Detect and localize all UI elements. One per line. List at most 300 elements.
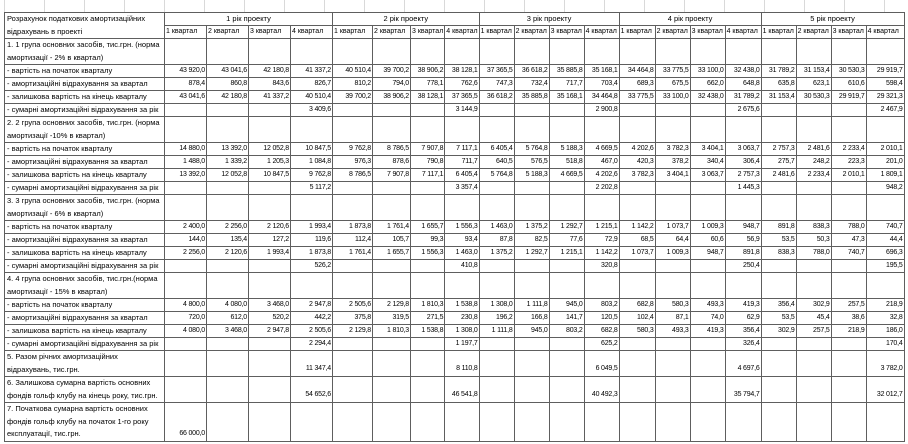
value-cell: 144,0 (165, 234, 207, 247)
empty-cell (479, 273, 514, 299)
value-cell: 1 655,7 (373, 247, 411, 260)
value-cell (796, 403, 831, 442)
row-label: - залишкова вартість на кінець кварталу (5, 325, 165, 338)
value-cell: 60,6 (690, 234, 725, 247)
section-title-row (5, 39, 905, 65)
value-cell: 1 488,0 (165, 156, 207, 169)
empty-cell (291, 117, 333, 143)
value-cell: 7 117,1 (445, 143, 479, 156)
value-cell: 46 541,8 (445, 377, 479, 403)
value-cell: 34 464,8 (619, 65, 655, 78)
value-cell: 1 009,3 (655, 247, 690, 260)
value-cell: 948,7 (690, 247, 725, 260)
value-cell (207, 403, 249, 442)
empty-cell (725, 39, 761, 65)
row-label: - сумарні амортизаційні відрахування за рік (5, 338, 165, 351)
value-cell: 4 080,0 (207, 299, 249, 312)
empty-cell (619, 273, 655, 299)
value-cell: 2 947,8 (291, 299, 333, 312)
value-cell: 1 810,3 (411, 299, 445, 312)
value-cell: 740,7 (866, 221, 904, 234)
section-title-row (5, 117, 905, 143)
empty-cell (514, 273, 549, 299)
empty-cell (207, 117, 249, 143)
value-cell: 1 215,1 (584, 221, 619, 234)
value-cell: 790,8 (411, 156, 445, 169)
value-cell: 1 375,2 (479, 247, 514, 260)
empty-cell (690, 39, 725, 65)
value-cell: 302,9 (796, 299, 831, 312)
value-cell: 2 010,1 (831, 169, 866, 182)
value-cell (333, 351, 373, 377)
empty-cell (479, 117, 514, 143)
value-cell: 3 357,4 (445, 182, 479, 195)
value-cell: 2 467,9 (866, 104, 904, 117)
value-cell: 803,2 (584, 299, 619, 312)
value-cell: 945,0 (514, 325, 549, 338)
value-cell: 891,8 (761, 221, 796, 234)
value-cell: 33 775,5 (619, 91, 655, 104)
quarter-header: 4 квартал (445, 26, 479, 39)
empty-cell (333, 39, 373, 65)
value-cell: 7 907,8 (411, 143, 445, 156)
value-cell: 39 700,2 (373, 65, 411, 78)
empty-cell (796, 117, 831, 143)
empty-cell (655, 39, 690, 65)
value-cell: 223,3 (831, 156, 866, 169)
empty-cell (584, 195, 619, 221)
value-cell: 1 556,3 (445, 221, 479, 234)
empty-cell (725, 273, 761, 299)
value-cell (619, 351, 655, 377)
value-cell (655, 338, 690, 351)
value-cell: 7 907,8 (373, 169, 411, 182)
empty-cell (249, 39, 291, 65)
value-cell (165, 351, 207, 377)
value-cell: 598,4 (866, 78, 904, 91)
value-cell: 703,4 (584, 78, 619, 91)
value-cell (796, 104, 831, 117)
value-cell: 218,9 (831, 325, 866, 338)
table-row (5, 247, 905, 260)
quarter-header: 2 квартал (373, 26, 411, 39)
value-cell (207, 260, 249, 273)
value-cell (831, 403, 866, 442)
table-row (5, 169, 905, 182)
value-cell (690, 403, 725, 442)
empty-cell (690, 195, 725, 221)
table-row (5, 260, 905, 273)
value-cell: 948,2 (866, 182, 904, 195)
empty-cell (479, 39, 514, 65)
value-cell: 410,8 (445, 260, 479, 273)
quarter-header: 2 квартал (207, 26, 249, 39)
value-cell (207, 338, 249, 351)
year-header: 3 рік проекту (479, 13, 619, 26)
section-title: 2. 2 група основних засобів, тис.грн. (норма амортизації -10% в квартал) (5, 117, 165, 143)
value-cell: 1 538,8 (445, 299, 479, 312)
value-cell: 33 775,5 (655, 65, 690, 78)
empty-cell (655, 195, 690, 221)
value-cell: 119,6 (291, 234, 333, 247)
value-cell (514, 338, 549, 351)
empty-cell (549, 39, 584, 65)
quarter-header: 4 квартал (291, 26, 333, 39)
value-cell: 230,8 (445, 312, 479, 325)
value-cell: 64,4 (655, 234, 690, 247)
empty-cell (831, 39, 866, 65)
row-label: - амортизаційні відрахування за квартал (5, 234, 165, 247)
quarter-header: 4 квартал (866, 26, 904, 39)
value-cell: 1 073,7 (655, 221, 690, 234)
value-cell: 662,0 (690, 78, 725, 91)
value-cell: 711,7 (445, 156, 479, 169)
value-cell: 68,5 (619, 234, 655, 247)
value-cell: 3 468,0 (207, 325, 249, 338)
value-cell: 45,4 (796, 312, 831, 325)
value-cell: 3 404,1 (655, 169, 690, 182)
value-cell (333, 403, 373, 442)
value-cell: 13 392,0 (165, 169, 207, 182)
value-cell (249, 182, 291, 195)
value-cell (514, 260, 549, 273)
value-cell (207, 377, 249, 403)
value-cell: 33 100,0 (655, 91, 690, 104)
value-cell: 2 947,8 (249, 325, 291, 338)
value-cell: 1 761,4 (373, 221, 411, 234)
value-cell: 1 009,3 (690, 221, 725, 234)
value-cell (165, 338, 207, 351)
value-cell: 12 052,8 (249, 143, 291, 156)
value-cell (165, 182, 207, 195)
value-cell: 5 764,8 (479, 169, 514, 182)
empty-cell (690, 117, 725, 143)
value-cell: 2 294,4 (291, 338, 333, 351)
table-row (5, 377, 905, 403)
value-cell (690, 351, 725, 377)
section-title: 1. 1 група основних засобів, тис.грн. (норма амортизації - 2% в квартал) (5, 39, 165, 65)
value-cell (514, 403, 549, 442)
value-cell: 4 669,5 (549, 169, 584, 182)
empty-cell (514, 117, 549, 143)
value-cell: 6 049,5 (584, 351, 619, 377)
value-cell: 419,3 (725, 299, 761, 312)
value-cell: 32 438,0 (725, 65, 761, 78)
value-cell: 788,0 (796, 247, 831, 260)
empty-cell (445, 39, 479, 65)
value-cell: 40 510,4 (333, 65, 373, 78)
value-cell: 4 202,6 (619, 143, 655, 156)
empty-cell (514, 195, 549, 221)
value-cell: 518,8 (549, 156, 584, 169)
value-cell (549, 182, 584, 195)
value-cell: 38 906,2 (411, 65, 445, 78)
value-cell: 493,3 (690, 299, 725, 312)
value-cell: 878,6 (373, 156, 411, 169)
value-cell: 42 180,8 (249, 65, 291, 78)
value-cell: 102,4 (619, 312, 655, 325)
value-cell: 1 463,0 (445, 247, 479, 260)
value-cell: 442,2 (291, 312, 333, 325)
value-cell: 1 873,8 (333, 221, 373, 234)
value-cell (831, 182, 866, 195)
value-cell: 2 256,0 (165, 247, 207, 260)
value-cell: 1 111,8 (514, 299, 549, 312)
table-row (5, 91, 905, 104)
value-cell: 2 120,6 (207, 247, 249, 260)
empty-cell (411, 117, 445, 143)
value-cell: 580,3 (619, 325, 655, 338)
value-cell: 6 405,4 (479, 143, 514, 156)
value-cell (725, 403, 761, 442)
value-cell: 6 405,4 (445, 169, 479, 182)
value-cell: 520,2 (249, 312, 291, 325)
value-cell: 42 180,8 (207, 91, 249, 104)
value-cell: 32 012,7 (866, 377, 904, 403)
value-cell: 87,1 (655, 312, 690, 325)
table-row (5, 299, 905, 312)
value-cell: 4 080,0 (165, 325, 207, 338)
value-cell: 11 347,4 (291, 351, 333, 377)
value-cell: 1 205,3 (249, 156, 291, 169)
value-cell (761, 104, 796, 117)
value-cell (249, 338, 291, 351)
table-row (5, 325, 905, 338)
value-cell (619, 182, 655, 195)
depreciation-table (4, 12, 905, 442)
value-cell: 843,6 (249, 78, 291, 91)
empty-cell (411, 195, 445, 221)
value-cell: 10 847,5 (249, 169, 291, 182)
value-cell: 1 993,4 (249, 247, 291, 260)
value-cell: 576,5 (514, 156, 549, 169)
row-label: - вартість на початок кварталу (5, 299, 165, 312)
value-cell (514, 104, 549, 117)
quarter-header: 2 квартал (514, 26, 549, 39)
value-cell: 127,2 (249, 234, 291, 247)
empty-cell (831, 117, 866, 143)
value-cell: 105,7 (373, 234, 411, 247)
value-cell: 201,0 (866, 156, 904, 169)
table-body (5, 39, 905, 442)
table-row (5, 221, 905, 234)
value-cell (761, 351, 796, 377)
value-cell: 271,5 (411, 312, 445, 325)
empty-cell (619, 195, 655, 221)
value-cell: 612,0 (207, 312, 249, 325)
header-row-years (5, 13, 905, 26)
value-cell: 4 697,6 (725, 351, 761, 377)
value-cell (479, 351, 514, 377)
value-cell: 778,1 (411, 78, 445, 91)
value-cell: 31 153,4 (761, 91, 796, 104)
value-cell: 810,2 (333, 78, 373, 91)
value-cell: 640,5 (479, 156, 514, 169)
empty-cell (584, 273, 619, 299)
value-cell (549, 403, 584, 442)
empty-cell (165, 39, 207, 65)
value-cell: 2 400,0 (165, 221, 207, 234)
empty-cell (411, 39, 445, 65)
value-cell (514, 351, 549, 377)
value-cell: 302,9 (761, 325, 796, 338)
value-cell: 356,4 (725, 325, 761, 338)
empty-cell (690, 273, 725, 299)
value-cell (761, 338, 796, 351)
value-cell (291, 403, 333, 442)
value-cell (619, 104, 655, 117)
value-cell: 675,5 (655, 78, 690, 91)
value-cell: 635,8 (761, 78, 796, 91)
quarter-header: 4 квартал (584, 26, 619, 39)
value-cell: 319,5 (373, 312, 411, 325)
value-cell: 1 084,8 (291, 156, 333, 169)
row-label: 5. Разом річних амортизаційних відрахувань, тис.грн. (5, 351, 165, 377)
value-cell: 112,4 (333, 234, 373, 247)
value-cell: 29 919,7 (831, 91, 866, 104)
empty-cell (291, 39, 333, 65)
value-cell: 1 292,7 (514, 247, 549, 260)
empty-cell (207, 273, 249, 299)
value-cell: 5 117,2 (291, 182, 333, 195)
value-cell: 2 675,6 (725, 104, 761, 117)
empty-cell (619, 117, 655, 143)
value-cell (373, 260, 411, 273)
value-cell (165, 260, 207, 273)
value-cell: 1 292,7 (549, 221, 584, 234)
quarter-header: 4 квартал (725, 26, 761, 39)
value-cell: 838,3 (796, 221, 831, 234)
row-label: - вартість на початок кварталу (5, 65, 165, 78)
value-cell (207, 104, 249, 117)
value-cell (584, 403, 619, 442)
value-cell: 36 618,2 (479, 91, 514, 104)
value-cell: 56,9 (725, 234, 761, 247)
empty-cell (549, 117, 584, 143)
value-cell: 30 530,3 (831, 65, 866, 78)
value-cell: 250,4 (725, 260, 761, 273)
value-cell: 3 782,3 (619, 169, 655, 182)
quarter-header: 2 квартал (655, 26, 690, 39)
empty-cell (445, 117, 479, 143)
value-cell (619, 377, 655, 403)
value-cell (373, 351, 411, 377)
quarter-header: 3 квартал (549, 26, 584, 39)
quarter-header: 1 квартал (333, 26, 373, 39)
value-cell: 2 233,4 (831, 143, 866, 156)
value-cell: 696,3 (866, 247, 904, 260)
value-cell: 2 120,6 (249, 221, 291, 234)
value-cell (333, 260, 373, 273)
value-cell: 82,5 (514, 234, 549, 247)
table-row (5, 312, 905, 325)
value-cell: 1 073,7 (619, 247, 655, 260)
value-cell: 860,8 (207, 78, 249, 91)
value-cell: 32,8 (866, 312, 904, 325)
value-cell (690, 338, 725, 351)
value-cell: 610,6 (831, 78, 866, 91)
value-cell: 580,3 (655, 299, 690, 312)
value-cell: 3 782,3 (655, 143, 690, 156)
value-cell (479, 403, 514, 442)
value-cell: 257,5 (796, 325, 831, 338)
value-cell: 1 375,2 (514, 221, 549, 234)
value-cell: 717,7 (549, 78, 584, 91)
empty-cell (249, 195, 291, 221)
value-cell (207, 182, 249, 195)
empty-cell (207, 39, 249, 65)
value-cell: 40 510,4 (291, 91, 333, 104)
value-cell: 2 757,3 (725, 169, 761, 182)
table-row (5, 65, 905, 78)
value-cell: 62,9 (725, 312, 761, 325)
value-cell: 1 142,2 (619, 221, 655, 234)
year-header: 2 рік проекту (333, 13, 480, 26)
value-cell: 682,8 (619, 299, 655, 312)
value-cell: 2 256,0 (207, 221, 249, 234)
value-cell (333, 377, 373, 403)
value-cell: 87,8 (479, 234, 514, 247)
value-cell (761, 182, 796, 195)
value-cell: 467,0 (584, 156, 619, 169)
value-cell: 682,8 (584, 325, 619, 338)
value-cell: 740,7 (831, 247, 866, 260)
value-cell (655, 403, 690, 442)
value-cell (619, 403, 655, 442)
empty-cell (761, 273, 796, 299)
value-cell: 1 556,3 (411, 247, 445, 260)
value-cell: 838,3 (761, 247, 796, 260)
value-cell (619, 338, 655, 351)
empty-cell (333, 195, 373, 221)
value-cell (249, 260, 291, 273)
year-header: 1 рік проекту (165, 13, 333, 26)
value-cell: 37 365,5 (445, 91, 479, 104)
empty-cell (655, 273, 690, 299)
value-cell: 1 761,4 (333, 247, 373, 260)
value-cell: 196,2 (479, 312, 514, 325)
value-cell: 3 063,7 (725, 143, 761, 156)
value-cell: 4 800,0 (165, 299, 207, 312)
value-cell: 13 392,0 (207, 143, 249, 156)
value-cell: 340,4 (690, 156, 725, 169)
empty-cell (761, 195, 796, 221)
empty-cell (725, 117, 761, 143)
value-cell (333, 182, 373, 195)
value-cell (549, 338, 584, 351)
empty-cell (796, 39, 831, 65)
empty-cell (831, 195, 866, 221)
value-cell (411, 403, 445, 442)
value-cell: 29 321,3 (866, 91, 904, 104)
value-cell (690, 104, 725, 117)
value-cell (207, 351, 249, 377)
value-cell: 2 757,3 (761, 143, 796, 156)
value-cell: 375,8 (333, 312, 373, 325)
value-cell (479, 104, 514, 117)
value-cell (549, 377, 584, 403)
empty-cell (866, 273, 904, 299)
value-cell (655, 182, 690, 195)
value-cell: 826,7 (291, 78, 333, 91)
empty-cell (207, 195, 249, 221)
value-cell: 732,4 (514, 78, 549, 91)
value-cell (411, 351, 445, 377)
value-cell (761, 403, 796, 442)
row-label: 6. Залишкова сумарна вартість основних фондів гольф клубу на кінець року, тис.грн. (5, 377, 165, 403)
value-cell: 623,1 (796, 78, 831, 91)
value-cell (690, 182, 725, 195)
